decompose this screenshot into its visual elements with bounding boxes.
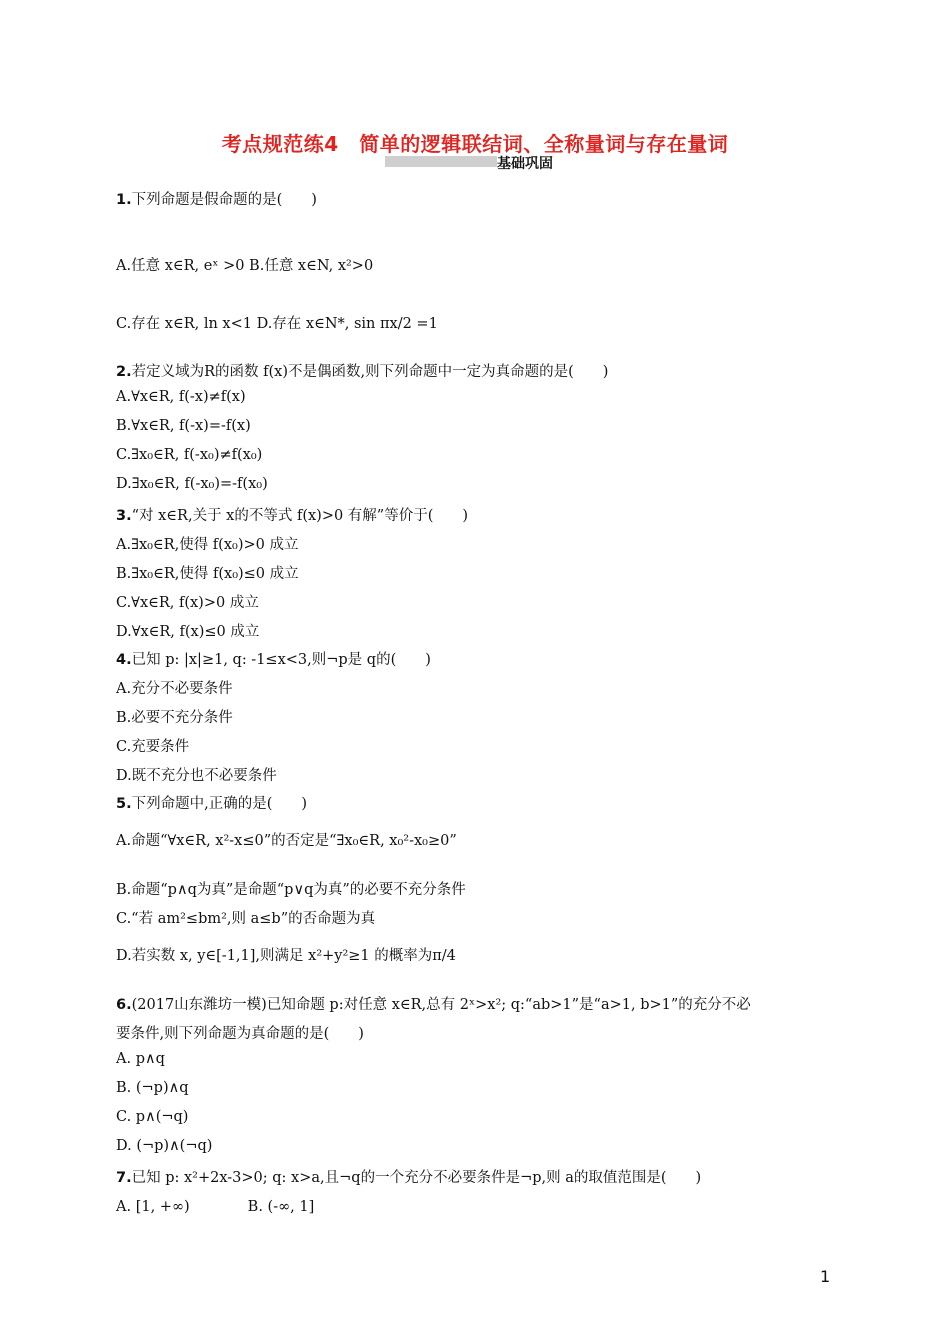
question-5-option-d: D.若实数 x, y∈[-1,1],则满足 x²+y²≥1 的概率为π/4 xyxy=(116,948,456,964)
question-2-option-a: A.∀x∈R, f(-x)≠f(x) xyxy=(116,389,246,405)
question-7-stem: 7.已知 p: x²+2x-3>0; q: x>a,且¬q的一个充分不必要条件是¬p,则 a的取值范围是( ) xyxy=(116,1170,702,1186)
question-5-option-c: C.“若 am²≤bm²,则 a≤b”的否命题为真 xyxy=(116,911,376,927)
question-4-option-b: B.必要不充分条件 xyxy=(116,710,233,726)
question-4-option-a: A.充分不必要条件 xyxy=(116,681,233,697)
question-4-option-c: C.充要条件 xyxy=(116,739,190,755)
question-3-option-a: A.∃x₀∈R,使得 f(x₀)>0 成立 xyxy=(116,537,299,553)
question-6-stem-continued: 要条件,则下列命题为真命题的是( ) xyxy=(116,1026,364,1042)
question-6-option-a: A. p∧q xyxy=(116,1051,165,1067)
question-2-option-b: B.∀x∈R, f(-x)=-f(x) xyxy=(116,418,251,434)
question-6-stem: 6.(2017山东潍坊一模)已知命题 p:对任意 x∈R,总有 2ˣ>x²; q:“ab>1”是“a>1, b>1”的充分不必 xyxy=(116,997,751,1013)
page-number: 1 xyxy=(820,1267,831,1286)
question-6-option-d: D. (¬p)∧(¬q) xyxy=(116,1138,213,1154)
question-2-option-d: D.∃x₀∈R, f(-x₀)=-f(x₀) xyxy=(116,476,268,492)
question-5-option-b: B.命题“p∧q为真”是命题“p∨q为真”的必要不充分条件 xyxy=(116,882,466,898)
question-2-option-c: C.∃x₀∈R, f(-x₀)≠f(x₀) xyxy=(116,447,263,463)
section-heading: 基础巩固 xyxy=(497,156,553,172)
page-title: 考点规范练4 简单的逻辑联结词、全称量词与存在量词 xyxy=(221,132,729,156)
question-3-option-b: B.∃x₀∈R,使得 f(x₀)≤0 成立 xyxy=(116,566,299,582)
question-4-stem: 4.已知 p: |x|≥1, q: -1≤x<3,则¬p是 q的( ) xyxy=(116,652,431,668)
question-3-option-c: C.∀x∈R, f(x)>0 成立 xyxy=(116,595,259,611)
question-3-option-d: D.∀x∈R, f(x)≤0 成立 xyxy=(116,624,260,640)
question-6-option-c: C. p∧(¬q) xyxy=(116,1109,189,1125)
question-5-stem: 5.下列命题中,正确的是( ) xyxy=(116,796,308,812)
question-3-stem: 3.“对 x∈R,关于 x的不等式 f(x)>0 有解”等价于( ) xyxy=(116,508,469,524)
question-4-option-d: D.既不充分也不必要条件 xyxy=(116,768,277,784)
question-6-option-b: B. (¬p)∧q xyxy=(116,1080,189,1096)
question-7-option-ab: A. [1, +∞) B. (-∞, 1] xyxy=(116,1199,315,1215)
question-5-option-a: A.命题“∀x∈R, x²-x≤0”的否定是“∃x₀∈R, x₀²-x₀≥0” xyxy=(116,833,457,849)
section-heading-bar xyxy=(385,156,497,167)
question-1-option-cd: C.存在 x∈R, ln x<1 D.存在 x∈N*, sin πx/2 =1 xyxy=(116,316,438,332)
question-2-stem: 2.若定义域为R的函数 f(x)不是偶函数,则下列命题中一定为真命题的是( ) xyxy=(116,364,609,380)
question-1-option-ab: A.任意 x∈R, eˣ >0 B.任意 x∈N, x²>0 xyxy=(116,258,374,274)
question-1-stem: 1.下列命题是假命题的是( ) xyxy=(116,192,317,208)
